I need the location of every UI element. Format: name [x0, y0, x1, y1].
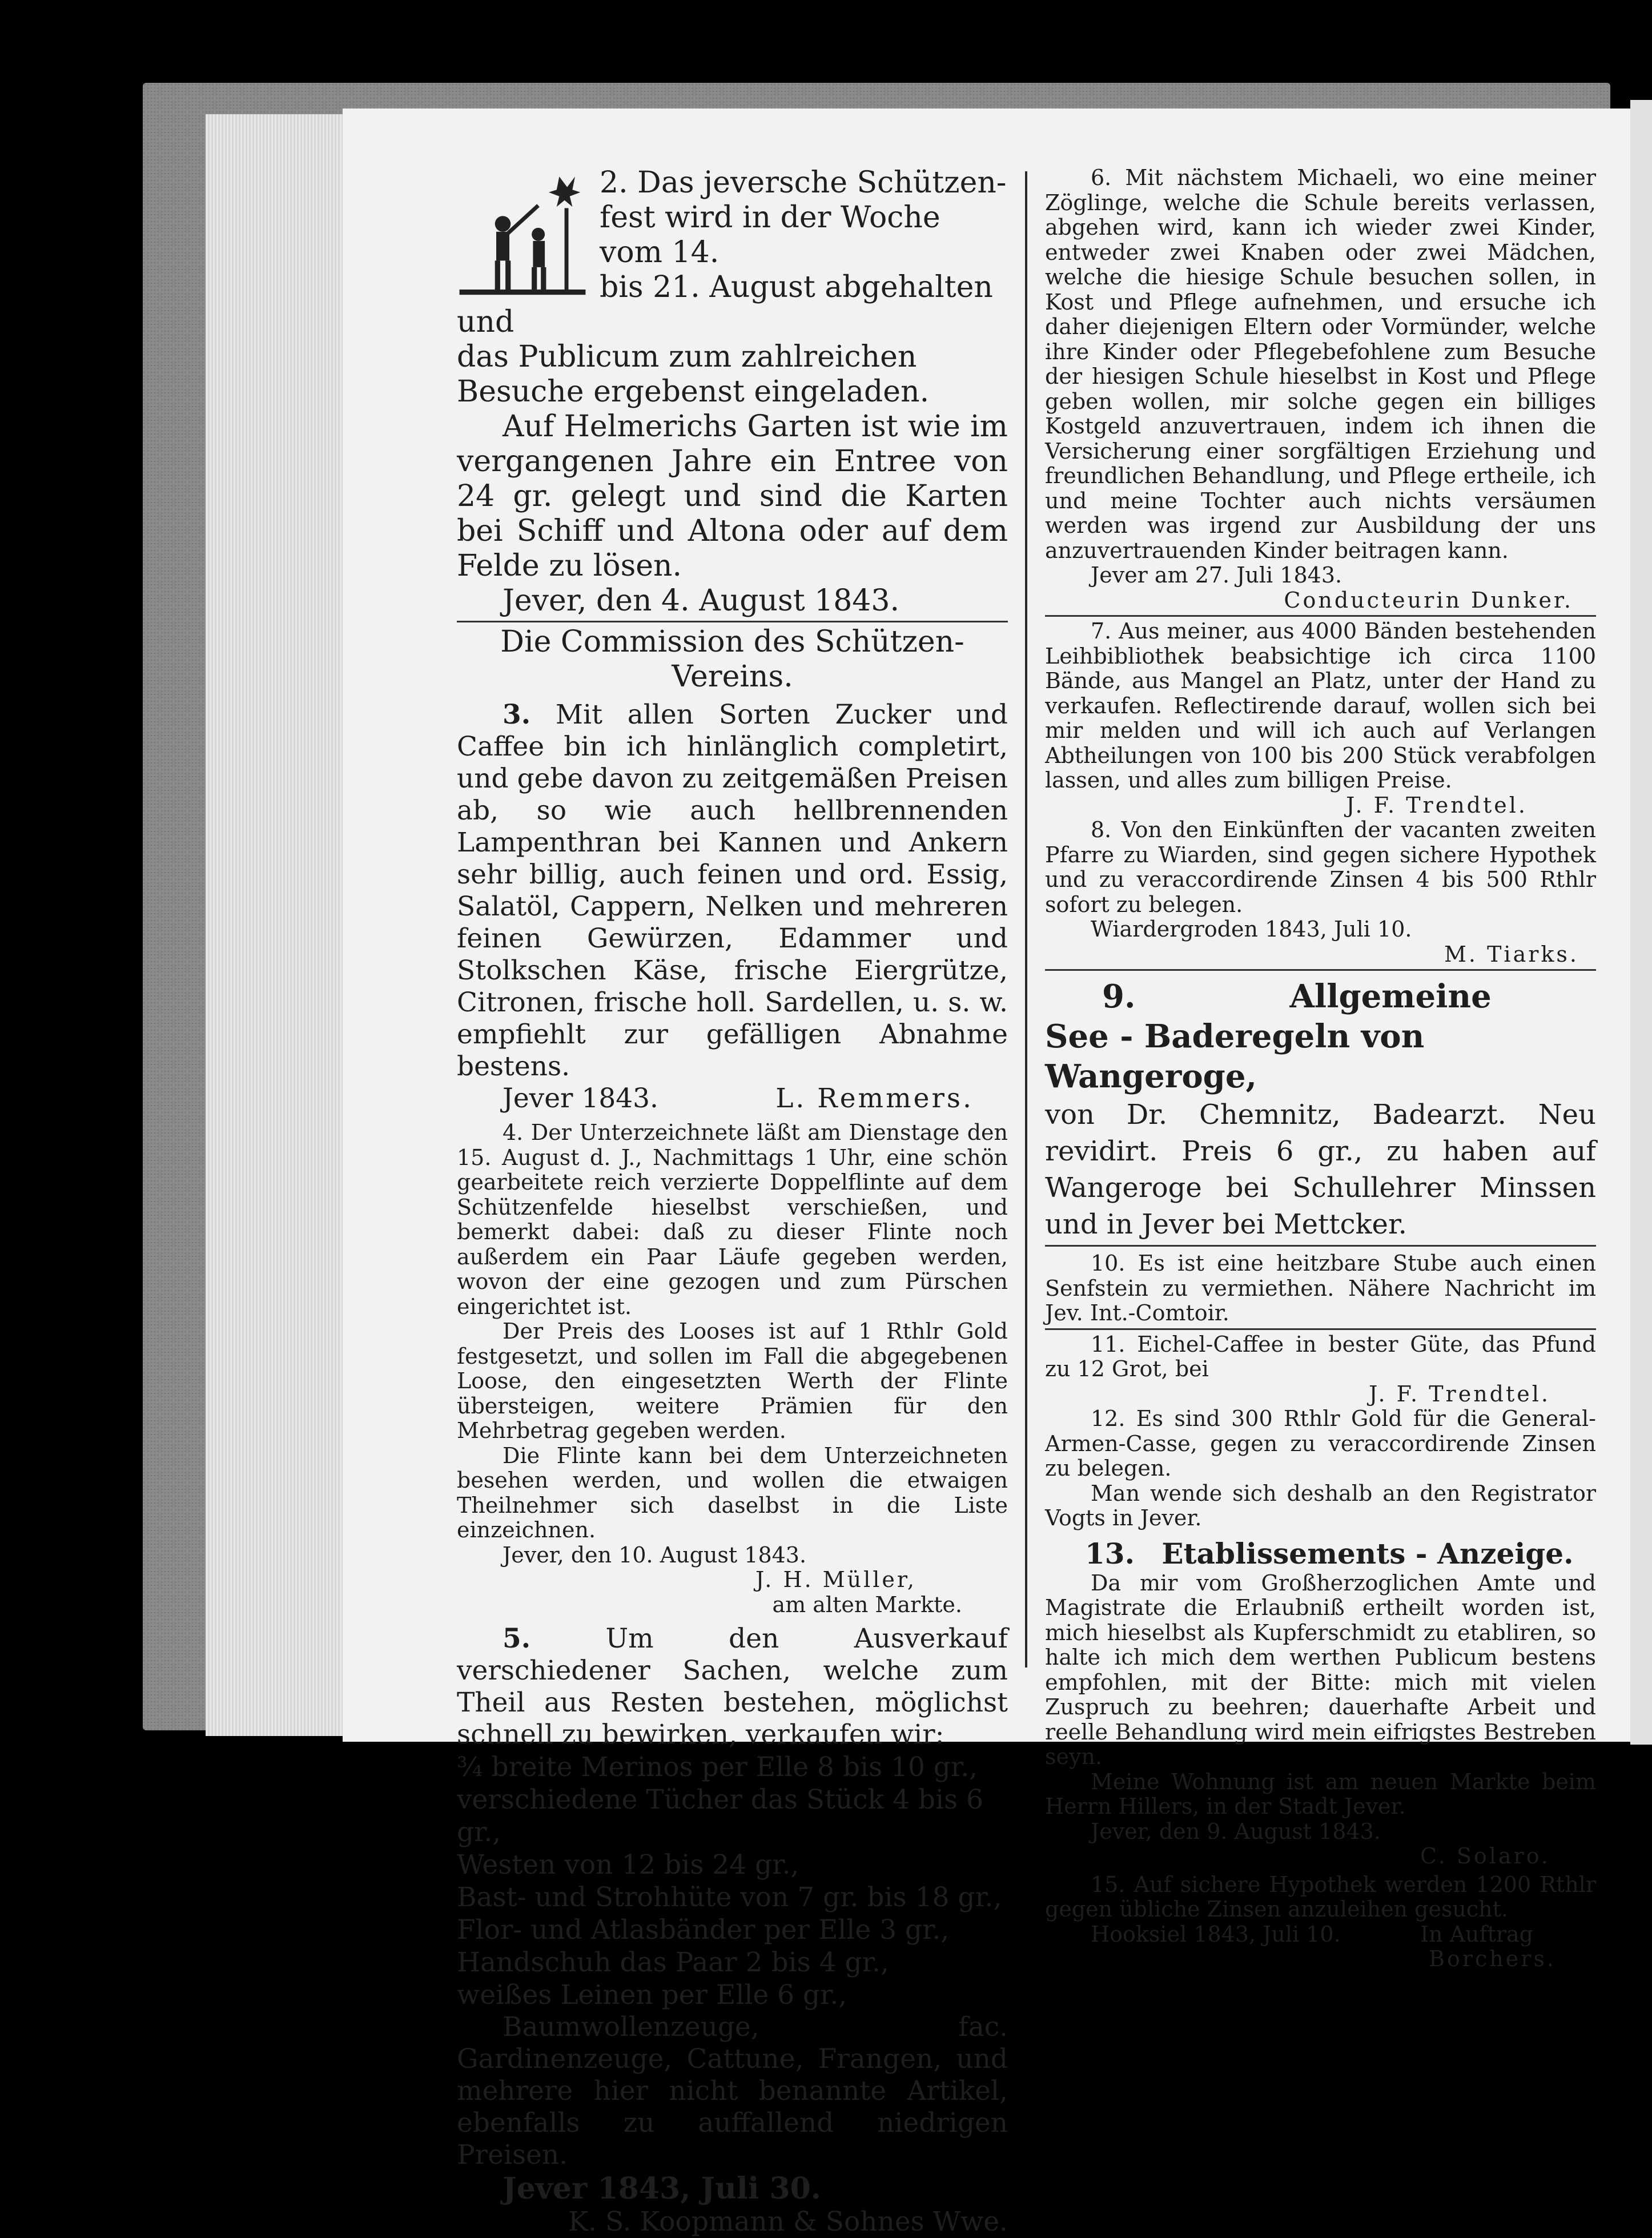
ad-3	[457, 699, 1008, 1115]
ad8-date: Wiardergroden 1843, Juli 10.	[1091, 917, 1412, 942]
ad9-number: 9.	[1102, 978, 1136, 1015]
ad15-footer	[1045, 1922, 1596, 1947]
ad5-number: 5.	[503, 1623, 531, 1654]
right-column	[1045, 166, 1596, 1972]
ad5-item: verschiedene Tücher das Stück 4 bis 6 gr.,	[457, 1784, 983, 1848]
ad-8	[1045, 818, 1596, 967]
ad4-p1: 4. Der Unterzeichnete läßt am Dienstage den 15. August d. J., Nachmittags 1 Uhr, eine schön gearbeitete reich verzierte Doppelflinte auf dem Schützenfelde hieselbst verschießen, und bemerkt dabei: daß zu dieser Flinte noch außerdem ein Paar Läufe gegeben werden, wovon der eine gezogen und zum Pürschen eingerichtet ist.	[457, 1120, 1008, 1319]
ad2-paragraph: Auf Helmerichs Garten ist wie im vergangenen Jahre ein Entree von 24 gr. gelegt und sind die Karten bei Schiff und Altona oder auf dem Felde zu lösen.	[457, 409, 1008, 583]
ad3-body: Mit allen Sorten Zucker und Caffee bin ich hinlänglich completirt, und gebe davon zu zeitgemäßen Preisen ab, so wie auch hellbrennenden Lampenthran bei Kannen und Ankern sehr billig, auch feinen und ord. Essig, Salatöl, Cappern, Nelken und mehreren feinen Gewürzen, Edammer und Stolkschen Käse, frische Eiergrütze, Citronen, frische holl. Sardellen, u. s. w. empfiehlt zur gefälligen Abnahme bestens.	[457, 699, 1008, 1082]
ad5-body: Um den Ausverkauf verschiedener Sachen, welche zum Theil aus Resten bestehen, möglichst schnell zu bewirken, verkaufen wir:	[457, 1623, 1008, 1750]
ad13-p2: Meine Wohnung ist am neuen Markte beim Herrn Hillers, in der Stadt Jever.	[1045, 1769, 1596, 1819]
ad3-text	[457, 699, 1008, 1083]
ad-15	[1045, 1873, 1596, 1972]
ad4-p3: Die Flinte kann bei dem Unterzeichneten besehen werden, und wollen die etwaigen Theilnehmer sich daselbst in die Liste einzeichnen.	[457, 1443, 1008, 1542]
ad13-signature: C. Solaro.	[1420, 1843, 1550, 1869]
ad5-intro	[457, 1623, 1008, 1751]
ad11-signature: J. F. Trendtel.	[1369, 1381, 1550, 1407]
ad13-number: 13.	[1085, 1536, 1135, 1570]
divider-rule	[1045, 969, 1596, 971]
ad15-signature2: Borchers.	[1429, 1946, 1556, 1971]
ad8-text: 8. Von den Einkünften der vacanten zweiten Pfarre zu Wiarden, sind gegen sichere Hypothek und zu veraccordirende Zinsen 4 bis 500 Rthlr sofort zu belegen.	[1045, 817, 1596, 917]
ad5-item: Westen von 12 bis 24 gr.,	[457, 1849, 799, 1881]
shooting-festival-vignette	[457, 171, 588, 303]
ad13-p1: Da mir vom Großherzoglichen Amte und Magistrate die Erlaubniß ertheilt worden ist, mich hieselbst als Kupferschmidt zu etabliren, so halte ich mich dem werthen Publicum bestens empfohlen, mit der Bitte: mich mit vielen Zuspruch zu beehren; dauerhafte Arbeit und reelle Behandlung wird mein eifrigstes Bestreben seyn.	[1045, 1570, 1596, 1769]
ad-11	[1045, 1332, 1596, 1407]
ad5-tail: Baumwollenzeuge, fac. Gardinenzeuge, Cattune, Frangen, und mehrere hier nicht benannte Artikel, ebenfalls zu auffallend niedrigen Preisen.	[457, 2011, 1008, 2171]
ad9-subtitle: See - Baderegeln von Wangeroge,	[1045, 1018, 1425, 1095]
ad11-text: 11. Eichel-Caffee in bester Güte, das Pfund zu 12 Grot, bei	[1045, 1331, 1596, 1381]
ad6-signature: Conducteurin Dunker.	[1284, 587, 1573, 613]
ad2-line1: 2. Das jeversche Schützen-	[600, 166, 1007, 200]
ad2-line3: bis 21. August abgehalten und	[457, 270, 993, 339]
ad15-date: Hooksiel 1843, Juli 10.	[1091, 1921, 1341, 1947]
page-edges	[206, 114, 343, 1736]
ad5-item: ¾ breite Merinos per Elle 8 bis 10 gr.,	[457, 1751, 978, 1783]
ad-5	[457, 1623, 1008, 2238]
divider-rule	[1045, 1245, 1596, 1247]
ad4-signature-address: am alten Markte.	[772, 1592, 962, 1617]
ad2-line4: das Publicum zum zahlreichen	[457, 340, 917, 374]
ad8-signature: M. Tiarks.	[1444, 941, 1579, 967]
ad12-p2: Man wende sich deshalb an den Registrator Vogts in Jever.	[1045, 1480, 1596, 1530]
ad-13	[1045, 1537, 1596, 1869]
ad13-date: Jever, den 9. August 1843.	[1091, 1818, 1381, 1844]
ad3-number: 3.	[503, 699, 531, 730]
ad5-item: Handschuh das Paar 2 bis 4 gr.,	[457, 1947, 889, 1978]
ad5-date: Jever 1843, Juli 30.	[503, 2171, 821, 2206]
ad13-title: Etablissements - Anzeige.	[1161, 1536, 1574, 1570]
ad4-signature: J. H. Müller,	[755, 1567, 917, 1592]
ad5-item: Flor- und Atlasbänder per Elle 3 gr.,	[457, 1914, 950, 1946]
left-column	[457, 166, 1008, 2238]
ad-10	[1045, 1251, 1596, 1326]
ad6-date: Jever am 27. Juli 1843.	[1091, 562, 1342, 588]
ad9-heading	[1045, 977, 1596, 1016]
ad2-date: Jever, den 4. August 1843.	[503, 584, 899, 618]
ad6-text: 6. Mit nächstem Michaeli, wo eine meiner Zöglinge, welche die Schule bereits verlassen, abgehen wird, kann ich wieder zwei Kinder, entweder zwei Knaben oder zwei Mädchen, welche die hiesige Schule besuchen sollen, in Kost und Pflege aufnehmen, und ersuche ich daher diejenigen Eltern oder Vormünder, welche ihre Kinder oder Pflegebefohlene zum Besuche der hiesigen Schule hieselbst in Kost und Pflege geben wollen, mir solche gegen ein billiges Kostgeld anzuvertrauen, indem ich ihnen die Versicherung einer sorgfältigen Erziehung und freundlichen Behandlung, und Pflege ertheile, ich und meine Tochter auch nichts versäumen werden was irgend zur Ausbildung der uns anzuvertrauenden Kinder beitragen kann.	[1045, 165, 1596, 563]
ad-7	[1045, 619, 1596, 818]
ad5-item: Bast- und Strohhüte von 7 gr. bis 18 gr.,	[457, 1882, 1002, 1913]
ad13-heading	[1045, 1537, 1596, 1571]
ad3-date: Jever 1843.	[503, 1083, 658, 1114]
ad-2	[457, 166, 1008, 694]
ad2-signature: Die Commission des Schützen-Vereins.	[500, 625, 964, 694]
ad-4	[457, 1120, 1008, 1617]
ad9-text: von Dr. Chemnitz, Badearzt. Neu revidirt. Preis 6 gr., zu haben auf Wangeroge bei Schullehrer Minssen und in Jever bei Mettcker.	[1045, 1099, 1596, 1240]
ad5-item: weißes Leinen per Elle 6 gr.,	[457, 1979, 847, 2011]
ad2-line5: Besuche ergebenst eingeladen.	[457, 375, 930, 409]
facing-page-edge	[1630, 100, 1652, 1745]
column-divider	[1025, 171, 1027, 1668]
ad3-signature: L. Remmers.	[775, 1083, 974, 1114]
ad4-date: Jever, den 10. August 1843.	[503, 1542, 807, 1568]
ad15-text: 15. Auf sichere Hypothek werden 1200 Rthlr gegen übliche Zinsen anzuleihen gesucht.	[1045, 1871, 1596, 1922]
ad15-signature1: In Auftrag	[1420, 1921, 1533, 1947]
ad12-p1: 12. Es sind 300 Rthlr Gold für die General-Armen-Casse, gegen zu veraccordirende Zinsen zu belegen.	[1045, 1406, 1596, 1481]
divider-rule	[1045, 615, 1596, 617]
ad9-title: Allgemeine	[1289, 978, 1492, 1015]
ad7-signature: J. F. Trendtel.	[1346, 792, 1528, 818]
ad-6	[1045, 166, 1596, 613]
divider-rule	[457, 621, 1008, 622]
ad10-text: 10. Es ist eine heitzbare Stube auch einen Senfstein zu vermiethen. Nähere Nachricht im Jev. Int.-Comtoir.	[1045, 1251, 1596, 1325]
ad3-footer	[457, 1083, 1008, 1115]
ad7-text: 7. Aus meiner, aus 4000 Bänden bestehenden Leihbibliothek beabsichtige ich circa 1100 Bände, aus Mangel an Platz, unter der Hand zu verkaufen. Reflectirende darauf, wollen sich bei mir melden und will ich auch auf Verlangen Abtheilungen von 100 bis 200 Stück verabfolgen lassen, und alles zum billigen Preise.	[1045, 618, 1596, 793]
ad4-p2: Der Preis des Looses ist auf 1 Rthlr Gold festgesetzt, und sollen im Fall die abgegebenen Loose, den eingesetzten Werth der Flinte übersteigen, weitere Prämien für den Mehrbetrag gegeben werden.	[457, 1319, 1008, 1443]
ad-9	[1045, 977, 1596, 1243]
ad5-signature: K. S. Koopmann & Sohnes Wwe.	[568, 2206, 1008, 2237]
ad-12	[1045, 1407, 1596, 1531]
divider-rule	[1045, 1328, 1596, 1330]
ad2-line2: fest wird in der Woche vom 14.	[600, 200, 940, 270]
